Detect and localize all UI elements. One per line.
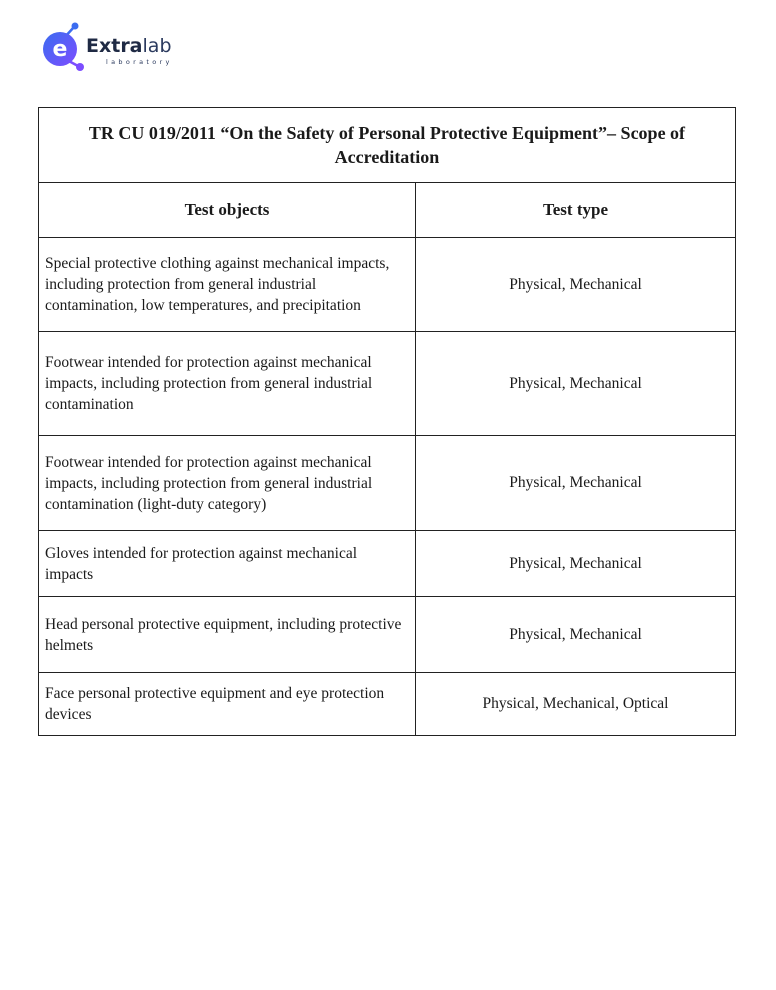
test-type-cell: Physical, Mechanical [416, 531, 736, 597]
table-title: TR CU 019/2011 “On the Safety of Personal Protective Equipment”– Scope of Accreditation [39, 108, 736, 183]
accreditation-scope-table [38, 107, 736, 736]
test-object-cell: Footwear intended for protection against mechanical impacts, including protection from general industrial contamination [39, 332, 416, 436]
extralab-logo [38, 22, 198, 74]
logo-wordmark [86, 36, 172, 56]
logo-subtitle: laboratory [106, 58, 173, 66]
logo-icon-letter: e [52, 37, 68, 62]
test-object-cell: Face personal protective equipment and eye protection devices [39, 673, 416, 736]
logo-word-light: lab [142, 35, 172, 57]
table-row [39, 436, 736, 531]
test-type-cell: Physical, Mechanical [416, 238, 736, 332]
test-object-cell: Gloves intended for protection against mechanical impacts [39, 531, 416, 597]
table-row [39, 597, 736, 673]
logo-word-strong: Extra [86, 35, 143, 57]
test-type-cell: Physical, Mechanical, Optical [416, 673, 736, 736]
table-row [39, 238, 736, 332]
test-object-cell: Footwear intended for protection against mechanical impacts, including protection from general industrial contamination (light-duty category) [39, 436, 416, 531]
table-title-row [39, 108, 736, 183]
test-type-cell: Physical, Mechanical [416, 597, 736, 673]
test-object-cell: Head personal protective equipment, including protective helmets [39, 597, 416, 673]
table-row [39, 332, 736, 436]
header-test-type: Test type [416, 183, 736, 238]
header-test-objects: Test objects [39, 183, 416, 238]
logo-icon [38, 22, 88, 74]
test-type-cell: Physical, Mechanical [416, 332, 736, 436]
table-header-row [39, 183, 736, 238]
table-row [39, 673, 736, 736]
test-type-cell: Physical, Mechanical [416, 436, 736, 531]
test-object-cell: Special protective clothing against mechanical impacts, including protection from general industrial contamination, low temperatures, and precipitation [39, 238, 416, 332]
table-row [39, 531, 736, 597]
